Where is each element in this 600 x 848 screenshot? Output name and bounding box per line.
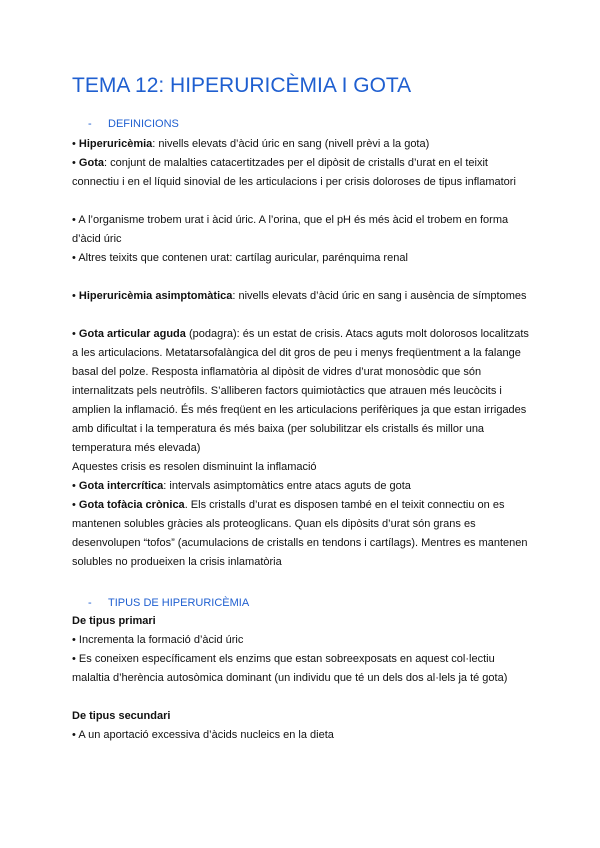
phase-text: . Els cristalls d’urat es disposen també en el teixit connectiu on es mantenen solubles gràcies als proteoglicans. Quan els dipòsits d’urat són grans es desenvolupen “tofos” (acumulacions de cristalls en tendons i cartílags). Mentres es mantenen solubles no produeixen la crisis inlamatòria: [72, 499, 528, 568]
definition-hiperuricemia: [72, 135, 532, 154]
phase-gota-intercritica: [72, 477, 532, 496]
info-text: A l’organisme trobem urat i àcid úric. A l’orina, que el pH és més àcid el trobem en forma d’àcid úric: [72, 214, 509, 245]
section-dash: -: [88, 118, 92, 130]
crisis-note: Aquestes crisis es resolen disminuint la inflamació: [72, 461, 317, 473]
term: Gota intercrítica: [78, 480, 164, 492]
primari-item: [72, 650, 534, 688]
heading-tipus-primari: De tipus primari: [72, 615, 156, 627]
bullet: •: [72, 480, 76, 492]
section-label: DEFINICIONS: [108, 118, 179, 130]
page-title: TEMA 12: HIPERURICÈMIA I GOTA: [72, 74, 412, 97]
heading-tipus-secundari: De tipus secundari: [72, 710, 171, 722]
bullet: •: [72, 653, 76, 665]
info-organisme: [72, 211, 532, 249]
bullet: •: [72, 138, 76, 150]
bullet: •: [72, 729, 76, 741]
bullet: •: [72, 634, 76, 646]
item-text: A un aportació excessiva d’àcids nucleics en la dieta: [78, 729, 334, 741]
info-altres-teixits: [72, 249, 532, 268]
term: Gota articular aguda: [78, 328, 186, 340]
term: Gota: [78, 157, 104, 169]
primari-item: [72, 631, 532, 650]
phase-gota-aguda: [72, 325, 532, 458]
bullet: •: [72, 214, 76, 226]
secundari-item: [72, 726, 532, 745]
bullet: •: [72, 252, 76, 264]
section-dash: -: [88, 597, 92, 609]
term: Hiperuricèmia asimptomàtica: [78, 290, 233, 302]
phase-asimptomatica: [72, 287, 532, 306]
definition-text: : conjunt de malalties catacertitzades per el dipòsit de cristalls d’urat en el teixit connectiu i en el líquid sinovial de les articulacions i per crisis doloroses de tipus inflamatori: [72, 157, 516, 188]
phase-gota-tofacia: [72, 496, 532, 572]
definition-gota: [72, 154, 534, 192]
term: Gota tofàcia crònica: [78, 499, 185, 511]
term: Hiperuricèmia: [78, 138, 153, 150]
bullet: •: [72, 328, 76, 340]
bullet: •: [72, 157, 76, 169]
phase-text: (podagra): és un estat de crisis. Atacs aguts molt dolorosos localitzats a les articulacions. Metatarsofalàngica del dit gros de peu i menys freqüentment a la falange basal del polze. Resposta inflamatòria al dipòsit de vidres d’urat monosòdic que són internalitzats pels neutròfils. S’alliberen factors quimiotàctics que atrauen més leucòcits i amplien la inflamació. És més freqüent en les articulacions perifèriques ja que estan irrigades amb dificultat i la temperatura és més baixa (per solubilitzar els cristalls és millor una temperatura més elevada): [72, 328, 529, 454]
bullet: •: [72, 290, 76, 302]
section-heading-tipus: [88, 597, 249, 609]
item-text: Es coneixen específicament els enzims que estan sobreexposats en aquest col·lectiu malaltia d’herència autosòmica dominant (un individu que té un dels dos al·lels ja té gota): [72, 653, 508, 684]
info-text: Altres teixits que contenen urat: cartílag auricular, parénquima renal: [78, 252, 408, 264]
item-text: Incrementa la formació d’àcid úric: [78, 634, 244, 646]
phase-text: : intervals asimptomàtics entre atacs aguts de gota: [163, 480, 411, 492]
section-label: TIPUS DE HIPERURICÈMIA: [108, 597, 250, 609]
definition-text: : nivells elevats d’àcid úric en sang (nivell prèvi a la gota): [152, 138, 430, 150]
section-heading-definicions: [88, 118, 179, 130]
bullet: •: [72, 499, 76, 511]
phase-text: : nivells elevats d’àcid úric en sang i ausència de símptomes: [232, 290, 527, 302]
